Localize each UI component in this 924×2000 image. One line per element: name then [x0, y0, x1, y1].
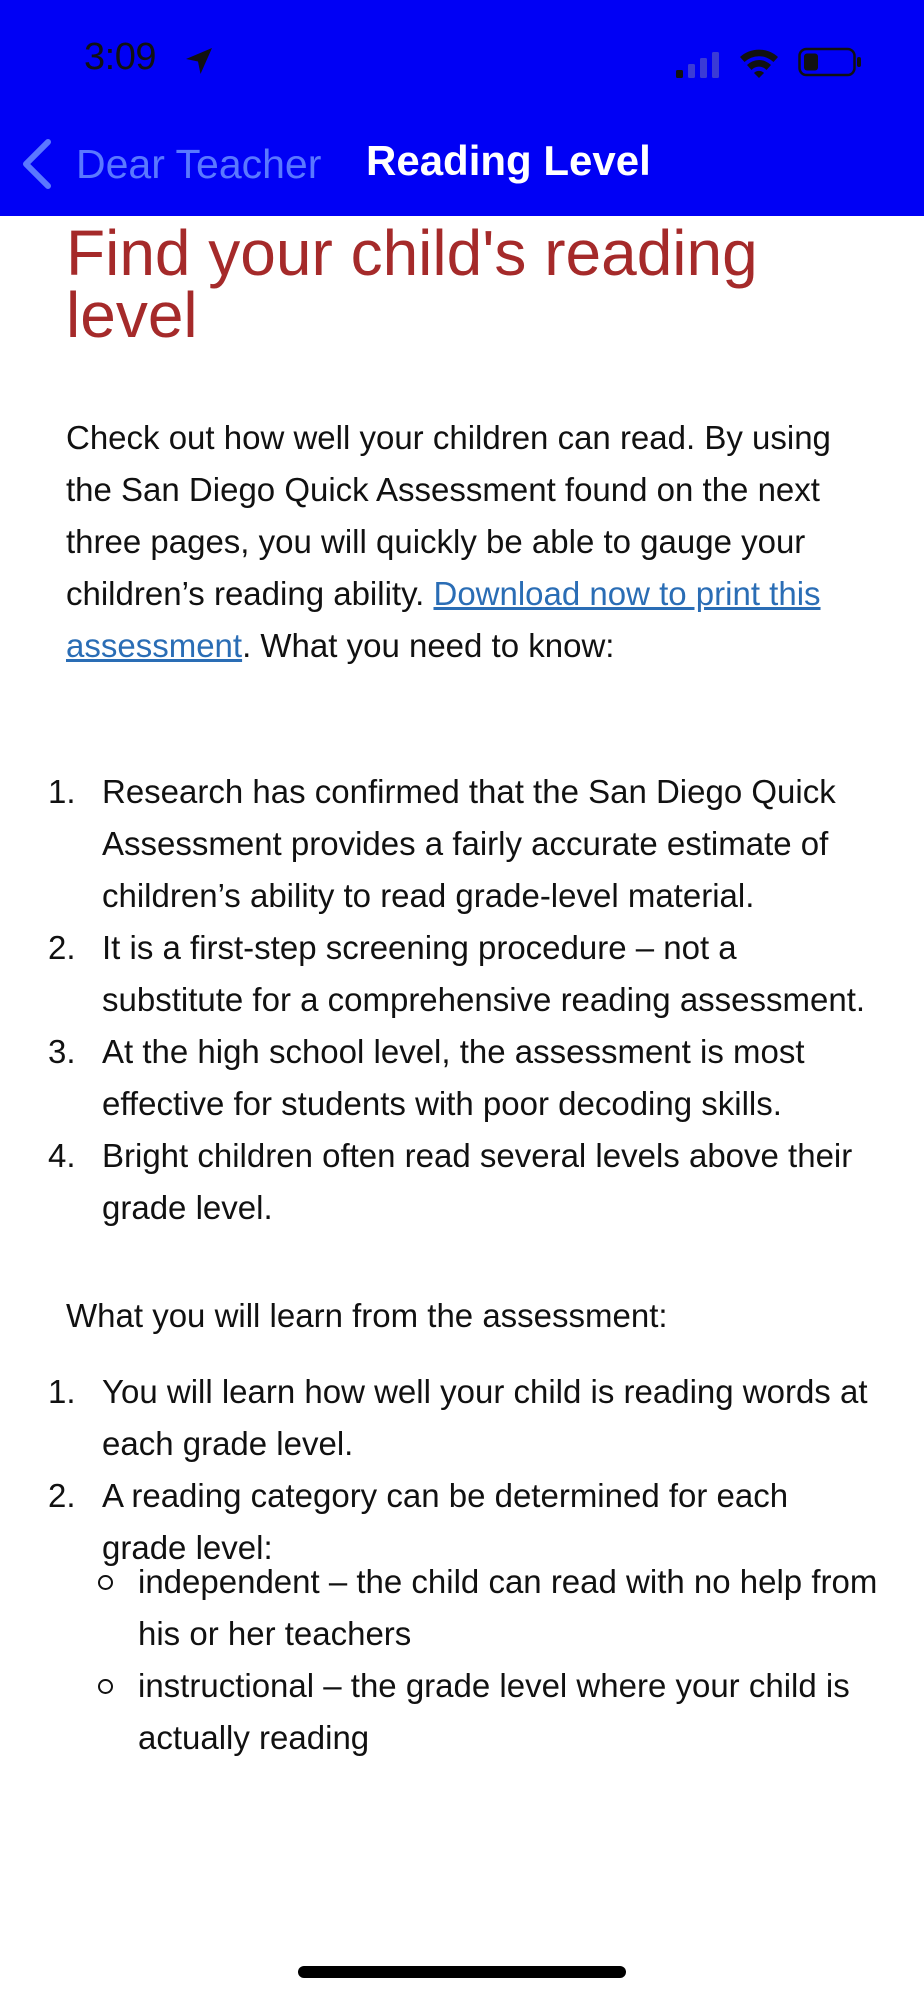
list-item [48, 1026, 868, 1130]
cellular-signal-icon [676, 52, 720, 78]
list-number: 2. [48, 929, 76, 966]
home-indicator[interactable] [298, 1966, 626, 1978]
download-assessment-link[interactable]: Download now to print this assessment [66, 575, 821, 664]
list-item-text: A reading category can be determined for each grade level: [102, 1477, 789, 1566]
list-item-text: You will learn how well your child is reading words at each grade level. [102, 1373, 868, 1462]
navigation-bar [0, 0, 924, 216]
intro-text-after-link: . What you need to know: [242, 627, 615, 664]
list-item [94, 1660, 884, 1764]
wifi-icon [738, 46, 780, 78]
location-arrow-icon [183, 45, 215, 77]
bullet-circle-icon [98, 1575, 113, 1590]
list-item [48, 922, 868, 1026]
list-item [48, 766, 868, 922]
battery-icon [798, 46, 862, 78]
nav-title: Reading Level [366, 137, 651, 184]
chevron-left-icon [18, 138, 56, 190]
list-item-text: It is a first-step screening procedure – not a substitute for a comprehensive reading assessment. [102, 929, 866, 1018]
list-number: 1. [48, 773, 76, 810]
list-item-text: At the high school level, the assessment is most effective for students with poor decoding skills. [102, 1033, 805, 1122]
list-number: 3. [48, 1033, 76, 1070]
intro-paragraph [66, 412, 866, 672]
list-number: 1. [48, 1373, 76, 1410]
learn-list [48, 1366, 868, 1574]
status-time: 3:09 [84, 36, 156, 78]
back-button-label: Dear Teacher [76, 140, 322, 187]
list-item [94, 1556, 884, 1660]
page-title: Find your child's reading level [66, 217, 758, 351]
bullet-circle-icon [98, 1679, 113, 1694]
list-item-text: independent – the child can read with no help from his or her teachers [138, 1563, 878, 1652]
list-number: 4. [48, 1137, 76, 1174]
learn-heading: What you will learn from the assessment: [66, 1297, 668, 1334]
need-to-know-list [48, 766, 868, 1234]
back-button[interactable] [18, 134, 321, 194]
reading-category-list [94, 1556, 884, 1764]
list-item-text: instructional – the grade level where your child is actually reading [138, 1667, 850, 1756]
list-item-text: Research has confirmed that the San Diego Quick Assessment provides a fairly accurate estimate of children’s ability to read grade-level material. [102, 773, 836, 914]
list-item-text: Bright children often read several levels above their grade level. [102, 1137, 853, 1226]
intro-text: Check out how well your children can read. By using the San Diego Quick Assessment found on the next three pages, you will quickly be able to gauge your children’s reading ability. [66, 419, 831, 612]
list-item [48, 1130, 868, 1234]
list-item [48, 1366, 868, 1470]
list-number: 2. [48, 1477, 76, 1514]
